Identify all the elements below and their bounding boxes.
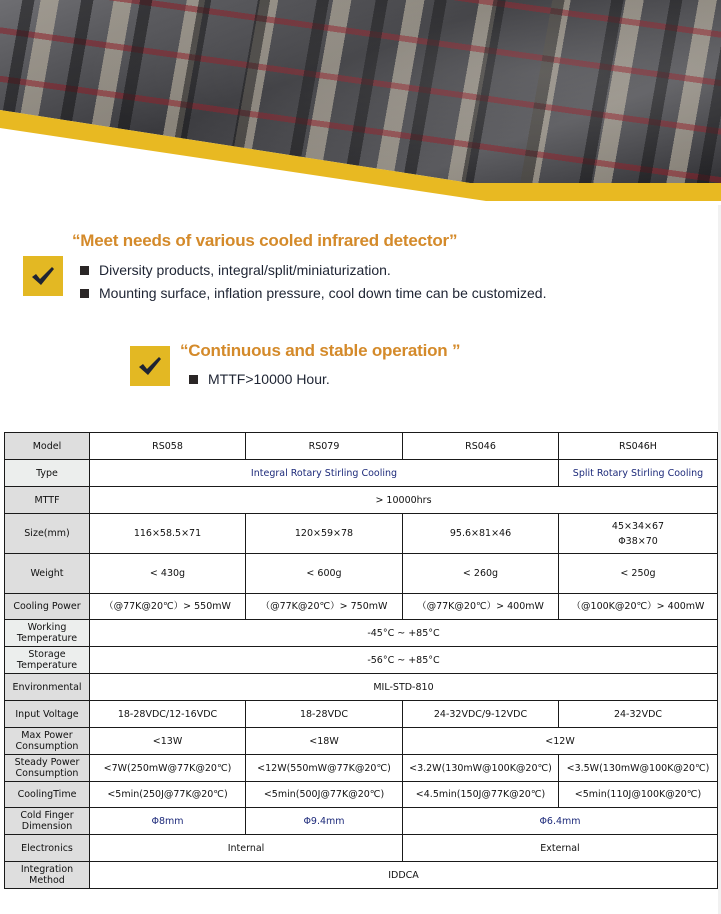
feature-bullet [189, 371, 330, 387]
table-row [5, 862, 718, 889]
spec-value-cell [246, 594, 403, 620]
table-row [5, 782, 718, 808]
spec-value: <4.5min(150J@77K@20℃) [415, 789, 546, 800]
bullet-text: Mounting surface, inflation pressure, cool down time can be customized. [99, 285, 547, 301]
spec-value-cell [246, 514, 403, 554]
spec-value: IDDCA [388, 869, 419, 881]
table-row [5, 808, 718, 835]
table-row [5, 554, 718, 594]
spec-value-cell [403, 514, 559, 554]
checkmark-icon [138, 355, 162, 377]
spec-value: > 10000hrs [375, 494, 432, 506]
spec-value-cell [559, 782, 718, 808]
row-label: Electronics [5, 835, 90, 862]
spec-value-secondary: Φ38×70 [618, 535, 658, 547]
spec-value: <12W [545, 735, 575, 747]
spec-value-cell [90, 594, 246, 620]
row-label: Input Voltage [5, 701, 90, 728]
row-label: CoolingTime [5, 782, 90, 808]
row-label: Environmental [5, 674, 90, 701]
table-row [5, 674, 718, 701]
spec-value: 24-32VDC [613, 708, 663, 720]
spec-value: （@100K@20℃）> 400mW [571, 601, 705, 612]
spec-value: （@77K@20℃）> 400mW [417, 601, 544, 612]
spec-value: <5min(110J@100K@20℃) [574, 789, 702, 800]
spec-value-cell [90, 728, 246, 755]
spec-value: <5min(250J@77K@20℃) [107, 789, 228, 800]
feature-title: “Continuous and stable operation ” [180, 341, 461, 360]
bullet-square-icon [80, 266, 89, 275]
model-header: RS046H [559, 433, 718, 460]
table-row [5, 835, 718, 862]
spec-value: < 600g [306, 568, 342, 579]
spec-value-cell [90, 620, 718, 647]
spec-value-cell [559, 460, 718, 487]
spec-value: <18W [309, 735, 339, 747]
model-header: RS058 [90, 433, 246, 460]
hero-banner [0, 0, 721, 205]
spec-value-cell [403, 554, 559, 594]
row-label: Model [5, 433, 90, 460]
spec-value-cell [403, 808, 718, 835]
spec-value-cell [90, 755, 246, 782]
spec-value-cell [246, 554, 403, 594]
spec-value-cell [90, 460, 559, 487]
table-row [5, 514, 718, 554]
table-row [5, 647, 718, 674]
spec-value-cell [403, 755, 559, 782]
spec-value-cell [90, 514, 246, 554]
row-label: Cooling Power [5, 594, 90, 620]
spec-value-cell [90, 808, 246, 835]
spec-value-cell [559, 554, 718, 594]
table-row [5, 487, 718, 514]
checkmark-badge [23, 256, 63, 296]
spec-value-cell [246, 701, 403, 728]
spec-value: External [540, 842, 580, 854]
spec-value-cell [559, 594, 718, 620]
spec-value-cell [246, 728, 403, 755]
row-label: Storage Temperature [5, 647, 90, 674]
spec-value: 18-28VDC [299, 708, 349, 720]
table-row [5, 728, 718, 755]
spec-value: Φ9.4mm [303, 815, 345, 827]
spec-value-cell [246, 808, 403, 835]
spec-value: -45°C ~ +85°C [367, 627, 440, 639]
table-row [5, 755, 718, 782]
spec-value: （@77K@20℃）> 750mW [260, 601, 388, 612]
spec-value-cell [90, 782, 246, 808]
row-label: MTTF [5, 487, 90, 514]
spec-value: Split Rotary Stirling Cooling [572, 467, 704, 479]
table-row [5, 594, 718, 620]
spec-value: 45×34×67 [611, 520, 665, 532]
spec-value-cell [90, 701, 246, 728]
spec-value-cell [90, 674, 718, 701]
spec-value: <7W(250mW@77K@20℃) [103, 762, 232, 774]
spec-value: Φ6.4mm [539, 815, 581, 827]
spec-value: <13W [152, 735, 183, 747]
spec-value-cell [403, 594, 559, 620]
row-label: Cold Finger Dimension [5, 808, 90, 835]
feature-title: “Meet needs of various cooled infrared detector” [72, 231, 458, 250]
bullet-text: MTTF>10000 Hour. [208, 371, 330, 387]
table-row [5, 701, 718, 728]
spec-value: -56°C ~ +85°C [367, 654, 440, 666]
checkmark-icon [31, 265, 55, 287]
spec-value: Internal [227, 842, 265, 854]
spec-value: （@77K@20℃）> 550mW [104, 601, 231, 612]
spec-table [4, 432, 718, 889]
bullet-square-icon [80, 289, 89, 298]
spec-value-cell [559, 701, 718, 728]
table-header-row [5, 433, 718, 460]
spec-value-cell [403, 701, 559, 728]
spec-value-cell [403, 782, 559, 808]
row-label: Max Power Consumption [5, 728, 90, 755]
spec-value: 120×59×78 [294, 528, 354, 539]
spec-value: 24-32VDC/9-12VDC [433, 708, 528, 720]
spec-value-cell [90, 647, 718, 674]
row-label: Size(mm) [5, 514, 90, 554]
spec-value: < 250g [620, 568, 656, 579]
spec-value-cell [90, 554, 246, 594]
row-label: Integration Method [5, 862, 90, 889]
spec-value: < 430g [149, 568, 186, 579]
spec-value: <12W(550mW@77K@20℃) [257, 762, 391, 774]
model-header: RS046 [403, 433, 559, 460]
bullet-square-icon [189, 375, 198, 384]
spec-value-cell [90, 835, 403, 862]
spec-value-cell [90, 487, 718, 514]
bullet-text: Diversity products, integral/split/miniaturization. [99, 262, 391, 278]
feature-bullet [80, 262, 391, 278]
model-header: RS079 [246, 433, 403, 460]
feature-bullet [80, 285, 546, 301]
spec-value-cell [246, 755, 403, 782]
spec-value: 116×58.5×71 [133, 528, 202, 539]
table-row [5, 460, 718, 487]
row-label: Weight [5, 554, 90, 594]
spec-value: <3.5W(130mW@100K@20℃) [566, 762, 710, 774]
spec-value-cell [90, 862, 718, 889]
spec-value: Integral Rotary Stirling Cooling [250, 467, 398, 479]
spec-value: MIL-STD-810 [373, 681, 434, 693]
spec-value: 18-28VDC/12-16VDC [117, 708, 218, 720]
spec-value-cell [246, 782, 403, 808]
spec-value: < 260g [462, 568, 499, 579]
checkmark-badge [130, 346, 170, 386]
spec-value: 95.6×81×46 [449, 528, 512, 539]
spec-value-cell [403, 728, 718, 755]
spec-value-cell [559, 514, 718, 554]
spec-value-cell [559, 755, 718, 782]
spec-value-cell [403, 835, 718, 862]
spec-value: Φ8mm [151, 815, 184, 827]
row-label: Working Temperature [5, 620, 90, 647]
spec-value: <5min(500J@77K@20℃) [263, 789, 385, 800]
row-label: Type [5, 460, 90, 487]
spec-value: <3.2W(130mW@100K@20℃) [409, 762, 552, 774]
row-label: Steady Power Consumption [5, 755, 90, 782]
table-row [5, 620, 718, 647]
